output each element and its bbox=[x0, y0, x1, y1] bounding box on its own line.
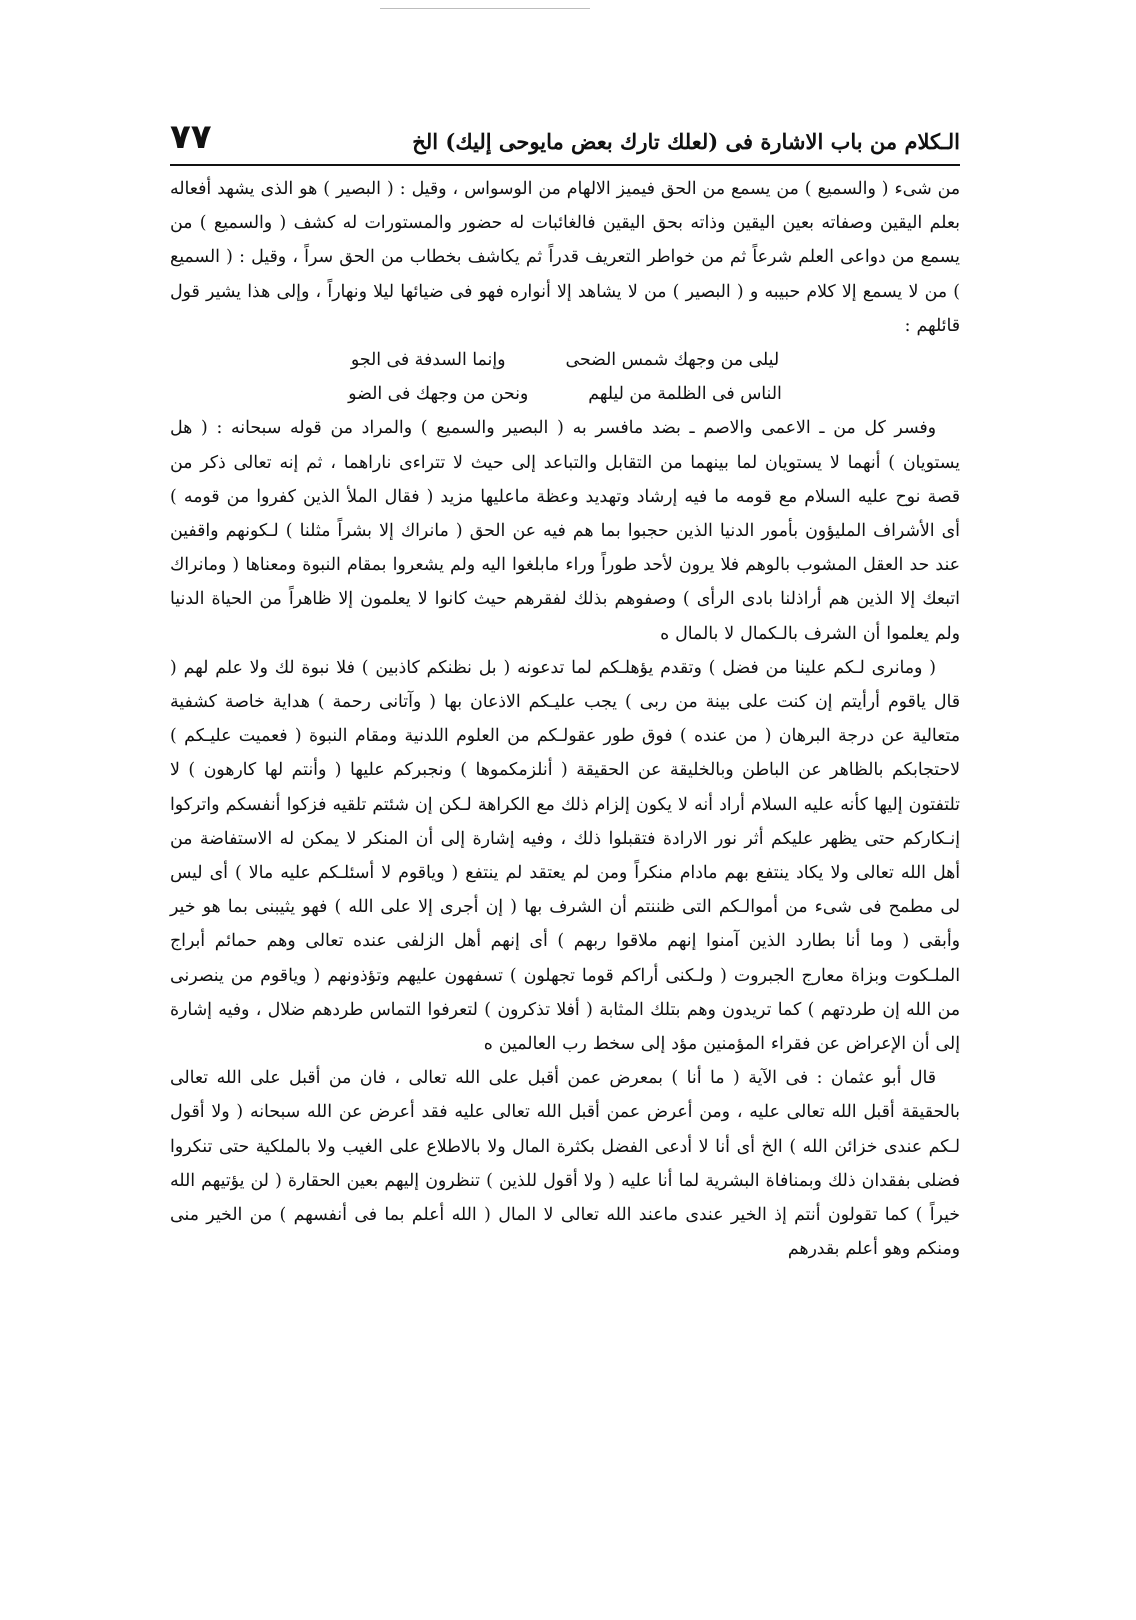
verse-hemistich: ليلى من وجهك شمس الضحى bbox=[565, 350, 780, 371]
verse-hemistich: ونحن من وجهك فى الضو bbox=[348, 384, 529, 405]
running-title: الـكلام من باب الاشارة فى (لعلك تارك بعض مايوحى إليك) الخ bbox=[412, 129, 960, 154]
verse-hemistich: الناس فى الظلمة من ليلهم bbox=[588, 384, 782, 405]
paragraph-1: من شىء ( والسميع ) من يسمع من الحق فيميز الالهام من الوسواس ، وقيل : ( البصير ) هو الذى يشهد أفعاله بعلم اليقين وصفاته بعين اليقين وذاته بحق اليقين فالغائبات له حضور والمستورات له كشف ( والسميع ) من يسمع من دواعى العلم شرعاً ثم من خواطر التعريف قدراً ثم يكاشف بخطاب من الحق سراً ، وقيل : ( السميع ) من لا يسمع إلا كلام حبيبه و ( البصير ) من لا يشاهد إلا أنواره فهو فى ضيائها ليلا ونهاراً ، وإلى هذا يشير قول قائلهم : bbox=[170, 179, 960, 336]
page-number: ٧٧ bbox=[170, 117, 212, 157]
top-edge-mark bbox=[380, 8, 590, 9]
paragraph-2: وفسر كل من ـ الاعمى والاصم ـ بضد مافسر به ( البصير والسميع ) والمراد من قوله سبحانه : ( هل يستويان ) أنهما لا يستويان لما بينهما من التقابل والتباعد إلى حيث لا تتراءى ناراهما ، ثم إنه تعالى ذكر من قصة نوح عليه السلام مع قومه ما فيه إرشاد وتهديد وعظة ماعليها مزيد ( فقال الملأ الذين كفروا من قومه ) أى الأشراف المليؤون بأمور الدنيا الذين حجبوا بما هم فيه عن الحق ( مانراك إلا بشراً مثلنا ) لـكونهم واقفين عند حد العقل المشوب بالوهم فلا يرون لأحد طوراً وراء مابلغوا اليه ولم يشعروا بمقام النبوة ومعناها ( ومانراك اتبعك إلا الذين هم أراذلنا بادى الرأى ) وصفوهم بذلك لفقرهم حيث كانوا لا يعلمون إلا ظاهراً من الحياة الدنيا ولم يعلموا أن الشرف بالـكمال لا بالمال ه bbox=[170, 418, 960, 644]
verse-line-1 bbox=[170, 343, 960, 377]
paragraph-4: قال أبو عثمان : فى الآية ( ما أنا ) بمعرض عمن أقبل على الله تعالى ، فان من أقبل على الله تعالى بالحقيقة أقبل الله تعالى عليه ، ومن أعرض عمن أقبل الله تعالى عليه فقد أعرض عن الله سبحانه ( ولا أقول لـكم عندى خزائن الله ) الخ أى أنا لا أدعى الفضل بكثرة المال ولا بالاطلاع على الغيب ولا بالملكية حتى تنكروا فضلى بفقدان ذلك وبمنافاة البشرية لما أنا عليه ( ولا أقول للذين ) تنظرون إليهم بعين الحقارة ( لن يؤتيهم الله خيراً ) كما تقولون أنتم إذ الخير عندى ماعند الله تعالى لا المال ( الله أعلم بما فى أنفسهم ) من الخير منى ومنكم وهو أعلم بقدرهم bbox=[170, 1068, 960, 1260]
page-body bbox=[170, 166, 960, 1267]
book-page bbox=[170, 117, 960, 1267]
page-header bbox=[170, 117, 960, 166]
verse-hemistich: وإنما السدفة فى الجو bbox=[350, 350, 506, 371]
verse-line-2 bbox=[170, 377, 960, 411]
paragraph-3: ( ومانرى لـكم علينا من فضل ) وتقدم يؤهلـكم لما تدعونه ( بل نظنكم كاذبين ) فلا نبوة لك ولا علم لهم ( قال ياقوم أرأيتم إن كنت على بينة من ربى ) يجب عليـكم الاذعان بها ( وآتانى رحمة ) هداية خاصة كشفية متعالية عن درجة البرهان ( من عنده ) فوق طور عقولـكم من العلوم اللدنية ومقام النبوة ( فعميت عليـكم ) لاحتجابكم بالظاهر عن الباطن وبالخليقة عن الحقيقة ( أنلزمكموها ) ونجبركم عليها ( وأنتم لها كارهون ) لا تلتفتون إليها كأنه عليه السلام أراد أنه لا يكون إلزام ذلك مع الكراهة لـكن إن شئتم تلقيه فزكوا أنفسكم واتركوا إنـكاركم حتى يظهر عليكم أثر نور الارادة فتقبلوا ذلك ، وفيه إشارة إلى أن المنكر لا يمكن له الاستفاضة من أهل الله تعالى ولا يكاد ينتفع بهم مادام منكراً ومن لم يعتقد لم ينتفع ( وياقوم لا أسئلـكم عليه مالا ) أى ليس لى مطمح فى شىء من أموالـكم التى ظننتم أن الشرف بها ( إن أجرى إلا على الله ) فهو يثيبنى بما هو خير وأبقى ( وما أنا بطارد الذين آمنوا إنهم ملاقوا ربهم ) أى إنهم أهل الزلفى عنده تعالى وهم حمائم أبراج الملـكوت وبزاة معارج الجبروت ( ولـكنى أراكم قوما تجهلون ) تسفهون عليهم وتؤذونهم ( وياقوم من ينصرنى من الله إن طردتهم ) كما تريدون وهم بتلك المثابة ( أفلا تذكرون ) لتعرفوا التماس طردهم ضلال ، وفيه إشارة إلى أن الإعراض عن فقراء المؤمنين مؤد إلى سخط رب العالمين ه bbox=[170, 657, 960, 1055]
